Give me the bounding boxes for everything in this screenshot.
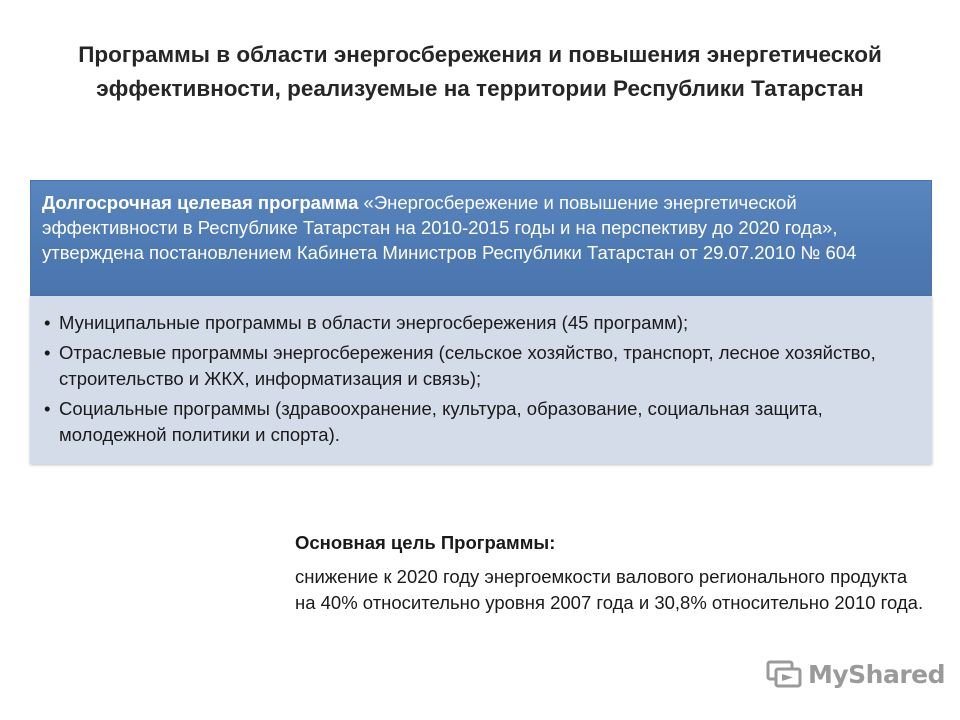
list-item [44, 340, 914, 392]
myshared-logo-icon [766, 659, 802, 689]
bullet: • [44, 398, 51, 419]
goal-text: снижение к 2020 году энергоемкости валового регионального продукта на 40% относительно уровня 2007 года и 30,8% относительно 2010 года. [295, 566, 924, 613]
goal-section [295, 530, 925, 616]
myshared-watermark[interactable] [766, 656, 945, 692]
slide-title: Программы в области энергосбережения и повышения энергетической эффективности, реализуемые на территории Республики Татарстан [78, 42, 882, 101]
goal-title: Основная цель Программы: [295, 532, 556, 553]
program-list [44, 310, 914, 452]
list-item [44, 396, 914, 448]
program-name-text: «Энергосбережение и повышение энергетической эффективности в Республике Татарстан на 2010-2015 годы и на перспективу до 2020 года», утверждена постановлением Кабинета Министров Республики Татарстан от 29.07.2010 № 604 [42, 192, 857, 263]
list-item-text: Социальные программы (здравоохранение, культура, образование, социальная защита, молодежной политики и спорта). [59, 398, 823, 445]
bullet: • [44, 342, 51, 363]
program-type-label: Долгосрочная целевая программа [42, 192, 359, 213]
watermark-text: MyShared [808, 659, 946, 689]
bullet: • [44, 312, 51, 333]
list-item-text: Отраслевые программы энергосбережения (сельское хозяйство, транспорт, лесное хозяйство, строительство и ЖКХ, информатизация и связь); [59, 342, 876, 389]
program-description [42, 190, 902, 265]
list-item [44, 310, 914, 336]
list-item-text: Муниципальные программы в области энергосбережения (45 программ); [59, 312, 689, 333]
